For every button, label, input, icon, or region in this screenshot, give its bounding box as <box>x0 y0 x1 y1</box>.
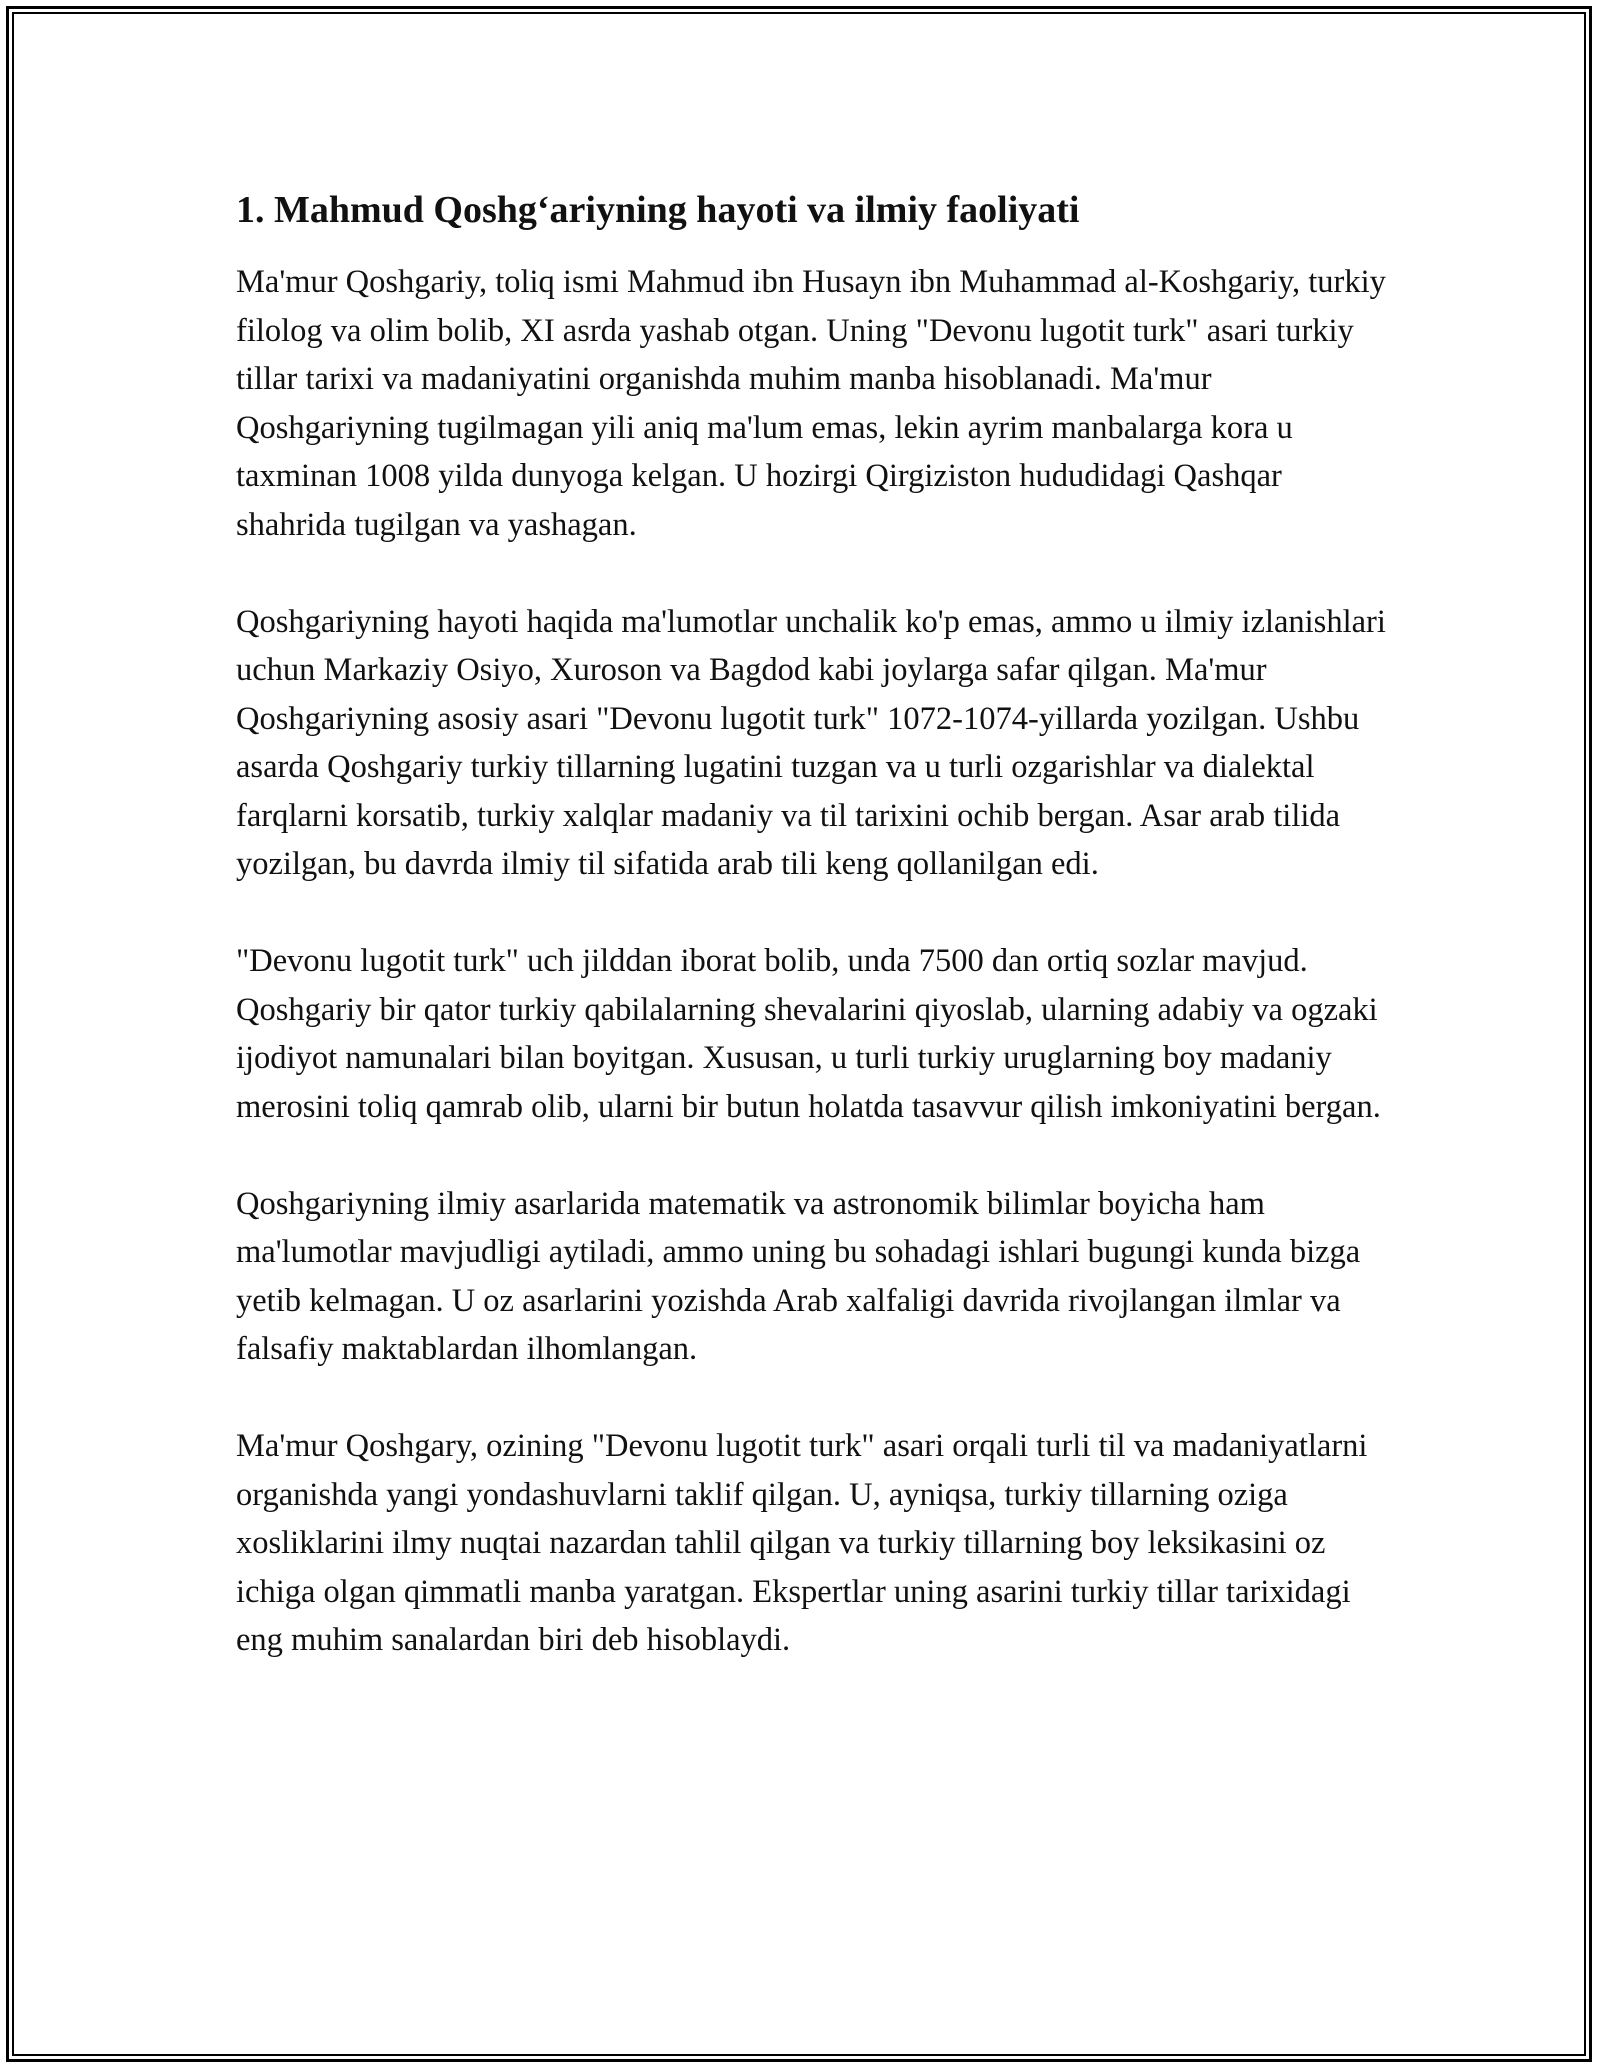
paragraph-4: Qoshgariyning ilmiy asarlarida matematik va astronomik bilimlar boyicha ham ma'lumotlar mavjudligi aytiladi, ammo uning bu sohadagi ishlari bugungi kunda bizga yetib kelmagan. U oz asarlarini yozishda Arab xalfaligi davrida rivojlangan ilmlar va falsafiy maktablardan ilhomlangan. <box>236 1185 1361 1367</box>
paragraph-2: Qoshgariyning hayoti haqida ma'lumotlar unchalik ko'p emas, ammo u ilmiy izlanishlari uchun Markaziy Osiyo, Xuroson va Bagdod kabi joylarga safar qilgan. Ma'mur Qoshgariyning asosiy asari "Devonu lugotit turk" 1072-1074-yillarda yozilgan. Ushbu asarda Qoshgariy turkiy tillarning lugatini tuzgan va u turli ozgarishlar va dialektal farqlarni korsatib, turkiy xalqlar madaniy va til tarixini ochib bergan. Asar arab tilida yozilgan, bu davrda ilmiy til sifatida arab tili keng qollanilgan edi. <box>236 603 1386 882</box>
paragraph-3: "Devonu lugotit turk" uch jilddan iborat bolib, unda 7500 dan ortiq sozlar mavjud. Qoshgariy bir qator turkiy qabilalarning shevalarini qiyoslab, ularning adabiy va ogzaki ijodiyot namunalari bilan boyitgan. Xususan, u turli turkiy uruglarning boy madaniy merosini toliq qamrab olib, ularni bir butun holatda tasavvur qilish imkoniyatini bergan. <box>236 943 1381 1125</box>
paragraph-1: Ma'mur Qoshgariy, toliq ismi Mahmud ibn Husayn ibn Muhammad al-Koshgariy, turkiy filolog va olim bolib, XI asrda yashab otgan. Uning "Devonu lugotit turk" asari turkiy tillar tarixi va madaniyatini organishda muhim manba hisoblanadi. Ma'mur Qoshgariyning tugilmagan yili aniq ma'lum emas, lekin ayrim manbalarga kora u taxminan 1008 yilda dunyoga kelgan. U hozirgi Qirgiziston hududidagi Qashqar shahrida tugilgan va yashagan. <box>236 264 1386 543</box>
page-title: 1. Mahmud Qoshg‘ariyning hayoti va ilmiy faoliyati <box>236 189 1080 231</box>
document-body <box>236 186 1386 1713</box>
paragraph-5: Ma'mur Qoshgary, ozining "Devonu lugotit turk" asari orqali turli til va madaniyatlarni organishda yangi yondashuvlarni taklif qilgan. U, ayniqsa, turkiy tillarning oziga xosliklarini ilmy nuqtai nazardan tahlil qilgan va turkiy tillarning boy leksikasini oz ichiga olgan qimmatli manba yaratgan. Ekspertlar uning asarini turkiy tillar tarixidagi eng muhim sanalardan biri deb hisoblaydi. <box>236 1428 1368 1658</box>
